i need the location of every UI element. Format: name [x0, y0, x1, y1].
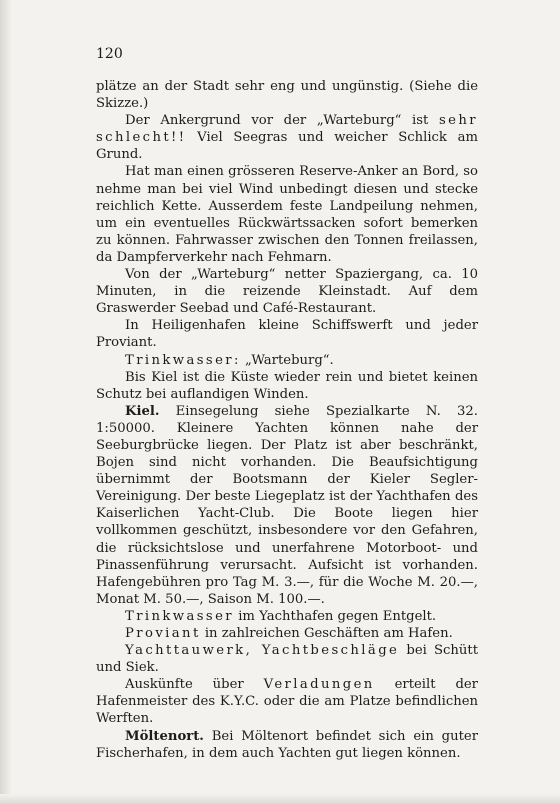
- paragraph-3: Hat man einen grösseren Reserve-Anker an Bord, so nehme man bei viel Wind unbedingt diesen und stecke reichlich Kette. Ausserdem feste Landpeilung nehmen, um ein eventuelles Rückwärtssacken sofort bemerken zu können. Fahrwasser zwischen den Tonnen freilassen, da Dampferverkehr nach Fehmarn.: [96, 164, 478, 265]
- paragraph-tauwerk: [96, 642, 478, 676]
- page-number: 120: [96, 46, 123, 62]
- paragraph-2-text: Der Ankergrund vor der „Warteburg“ ist: [125, 113, 440, 129]
- body-text: [96, 78, 478, 762]
- paragraph-auskuenfte: [96, 676, 478, 727]
- paragraph-proviant-rest: in zahlreichen Geschäften am Hafen.: [200, 626, 453, 641]
- emphasis-trinkwasser-2: Trinkwasser: [125, 608, 234, 624]
- emphasis-trinkwasser: Trinkwasser:: [125, 352, 241, 368]
- paragraph-moeltenort-body: Bei Möltenort befindet sich ein guter Fischerhafen, in dem auch Yachten gut liegen können.: [96, 728, 478, 761]
- paragraph-2-rest: Viel Seegras und weicher Schlick am Grund.: [96, 130, 478, 163]
- paragraph-trinkwasser-rest: im Yachthafen gegen Entgelt.: [234, 608, 437, 624]
- heading-kiel: Kiel.: [125, 403, 160, 419]
- paragraph-6: [96, 352, 478, 369]
- paragraph-kiel: [96, 403, 478, 608]
- paragraph-1: plätze an der Stadt sehr eng und ungünstig. (Siehe die Skizze.): [96, 79, 478, 112]
- paragraph-trinkwasser: [96, 608, 478, 625]
- paragraph-2: [96, 112, 478, 163]
- emphasis-proviant: Proviant: [125, 626, 201, 641]
- paragraph-auskuenfte-text: Auskünfte über: [125, 677, 264, 693]
- heading-moeltenort: Möltenort.: [125, 728, 204, 744]
- paragraph-proviant: [96, 625, 478, 642]
- paragraph-moeltenort: [96, 728, 478, 762]
- page-shadow-left: [0, 0, 12, 804]
- paragraph-7: Bis Kiel ist die Küste wieder rein und bietet keinen Schutz bei auflandigen Winden.: [96, 369, 478, 402]
- emphasis-verladungen: Verladungen: [263, 677, 375, 693]
- paragraph-tauwerk-rest: bei Schütt und Siek.: [96, 643, 478, 676]
- paragraph-4: Von der „Warteburg“ netter Spaziergang, ca. 10 Minuten, in die reizende Kleinstadt. Auf dem Graswerder Seebad und Café-Restaurant.: [96, 267, 478, 317]
- page-shadow-bottom: [0, 794, 560, 804]
- paragraph-5: In Heiligenhafen kleine Schiffswerft und jeder Proviant.: [96, 318, 478, 351]
- paragraph-6-rest: „Warteburg“.: [240, 352, 334, 368]
- emphasis-yachttauwerk: Yachttauwerk, Yachtbeschläge: [125, 643, 400, 659]
- paragraph-kiel-body: Einsegelung siehe Spezialkarte N. 32. 1:50000. Kleinere Yachten können nahe der Seeburgbrücke liegen. Der Platz ist aber beschränkt, Bojen sind nicht vorhanden. Die Beaufsichtigung übernimmt der Bootsmann der Kieler Segler-Vereinigung. Der beste Liegeplatz ist der Yachthafen des Kaiserlichen Yacht-Club. Die Boote liegen hier vollkommen geschützt, insbesondere vor den Gefahren, die rücksichtslose und unerfahrene Motorboot- und Pinassenführung verursacht. Aufsicht ist vorhanden. Hafengebühren pro Tag M. 3.—, für die Woche M. 20.—, Monat M. 50.—, Saison M. 100.—.: [96, 403, 478, 607]
- paragraph-auskuenfte-rest: erteilt der Hafenmeister des K.Y.C. oder die am Platze befindlichen Werften.: [96, 677, 478, 727]
- emphasis-sehr-schlecht: sehr schlecht!!: [96, 113, 478, 146]
